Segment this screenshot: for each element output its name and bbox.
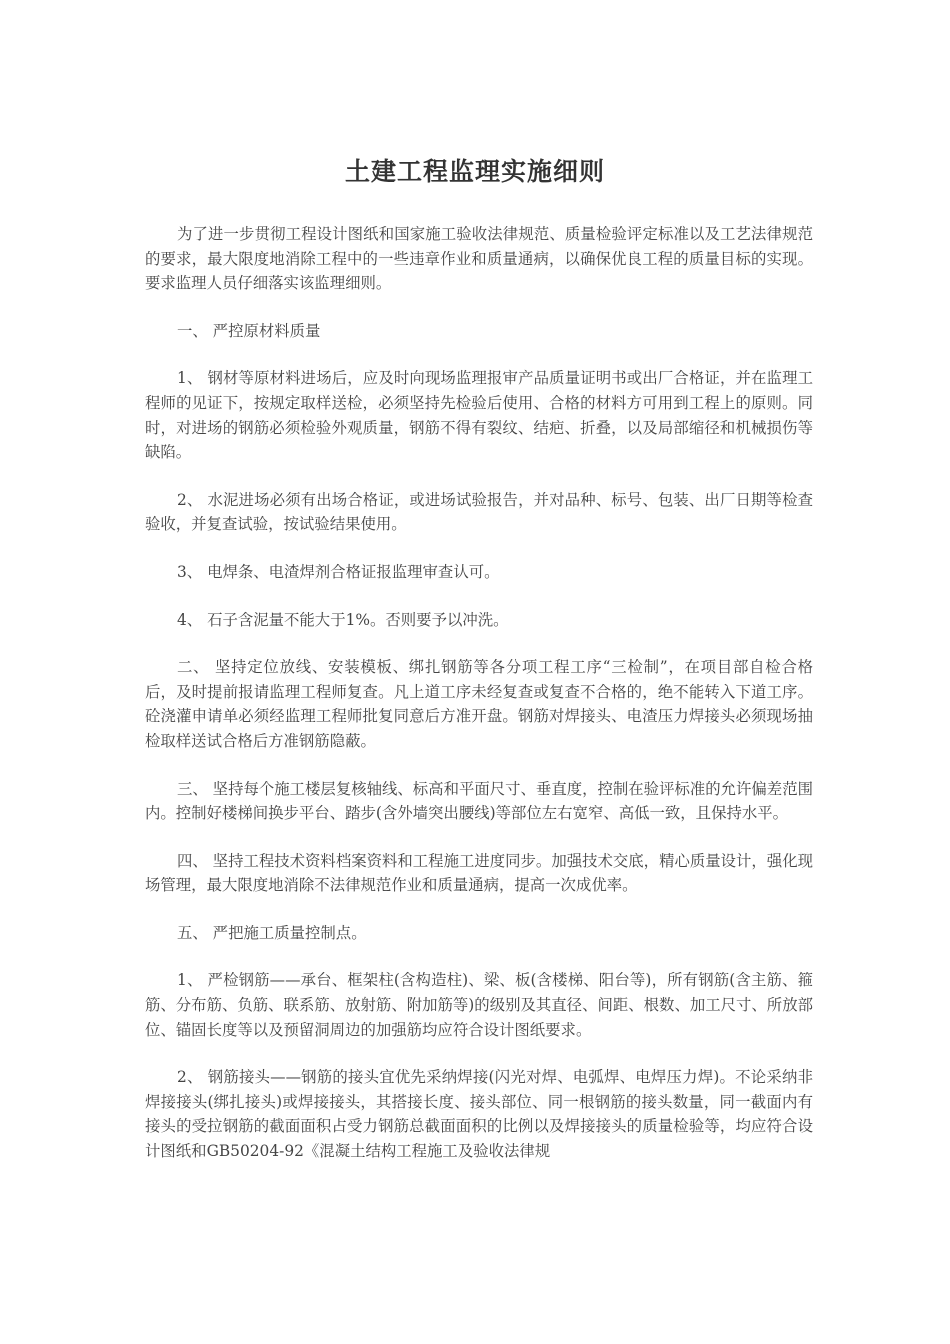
paragraph-section-5-item-2: 2、 钢筋接头——钢筋的接头宜优先采纳焊接(闪光对焊、电弧焊、电焊压力焊)。不论采纳非焊接接头(绑扎接头)或焊接接头，其搭接长度、接头部位、同一根钢筋的接头数量，同一截面内有接头的受拉钢筋的截面面积占受力钢筋总截面面积的比例以及焊接接头的质量检验等，均应符合设计图纸和GB50204-92《混凝土结构工程施工及验收法律规: [145, 1068, 813, 1161]
document-title: 土建工程监理实施细则: [344, 157, 605, 186]
paragraph-section-1-heading: 一、 严控原材料质量: [177, 321, 321, 340]
paragraph-section-2: 二、 坚持定位放线、安装模板、绑扎钢筋等各分项工程工序“三检制”，在项目部自检合格后，及时提前报请监理工程师复查。凡上道工序未经复查或复查不合格的，绝不能转入下道工序。砼浇灌申请单必须经监理工程师批复同意后方准开盘。钢筋对焊接头、电渣压力焊接头必须现场抽检取样送试合格后方准钢筋隐蔽。: [145, 658, 813, 750]
paragraph-section-1-item-4: 4、 石子含泥量不能大于1%。否则要予以冲洗。: [177, 610, 509, 629]
paragraph-section-1-item-2: 2、 水泥进场必须有出场合格证，或进场试验报告，并对品种、标号、包装、出厂日期等检查验收，并复查试验，按试验结果使用。: [145, 490, 813, 534]
paragraph-section-5-heading: 五、 严把施工质量控制点。: [177, 923, 367, 942]
paragraph-intro: 为了进一步贯彻工程设计图纸和国家施工验收法律规范、质量检验评定标准以及工艺法律规范的要求，最大限度地消除工程中的一些违章作业和质量通病，以确保优良工程的质量目标的实现。要求监理人员仔细落实该监理细则。: [145, 225, 813, 293]
paragraph-section-3: 三、 坚持每个施工楼层复核轴线、标高和平面尺寸、垂直度，控制在验评标准的允许偏差范围内。控制好楼梯间换步平台、踏步(含外墙突出腰线)等部位左右宽窄、高低一致，且保持水平。: [145, 779, 813, 823]
paragraph-section-1-item-1: 1、 钢材等原材料进场后，应及时向现场监理报审产品质量证明书或出厂合格证，并在监理工程师的见证下，按规定取样送检，必须坚持先检验后使用、合格的材料方可用到工程上的原则。同时，对进场的钢筋必须检验外观质量，钢筋不得有裂纹、结疤、折叠，以及局部缩径和机械损伤等缺陷。: [145, 369, 813, 462]
document-body: [145, 222, 813, 1187]
paragraph-section-5-item-1: 1、 严检钢筋——承台、框架柱(含构造柱)、梁、板(含楼梯、阳台等)，所有钢筋(含主筋、箍筋、分布筋、负筋、联系筋、放射筋、附加筋等)的级别及其直径、间距、根数、加工尺寸、所放部位、锚固长度等以及预留洞周边的加强筋均应符合设计图纸要求。: [145, 971, 813, 1039]
paragraph-section-1-item-3: 3、 电焊条、电渣焊剂合格证报监理审查认可。: [177, 562, 500, 581]
paragraph-section-4: 四、 坚持工程技术资料档案资料和工程施工进度同步。加强技术交底，精心质量设计，强化现场管理，最大限度地消除不法律规范作业和质量通病，提高一次成优率。: [145, 851, 813, 895]
